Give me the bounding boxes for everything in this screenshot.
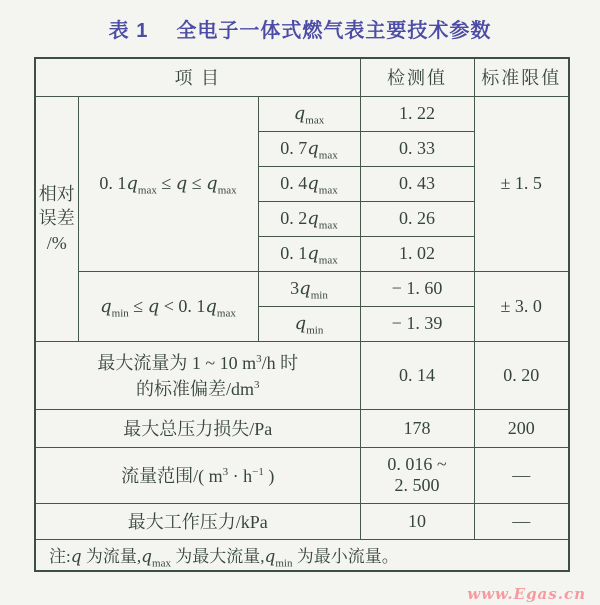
table-row [35, 341, 569, 409]
measured-value-cell: 0. 14 [360, 341, 474, 409]
measured-value-cell: 0. 43 [360, 166, 474, 201]
limit-cell: 200 [474, 409, 569, 447]
table-number: 表 1 [108, 20, 149, 42]
table-row [35, 96, 569, 131]
parameters-table [34, 57, 570, 572]
table-row [35, 503, 569, 539]
measured-value-cell: 1. 02 [360, 236, 474, 271]
table-row [35, 447, 569, 503]
measured-value-cell: 10 [360, 503, 474, 539]
measured-value-cell: 1. 22 [360, 96, 474, 131]
item-cell: 最大总压力损失/Pa [35, 409, 360, 447]
header-measured: 检测值 [360, 58, 474, 96]
item-cell: 最大工作压力/kPa [35, 503, 360, 539]
limit-cell-group1: ± 1. 5 [474, 96, 569, 271]
limit-cell-group2: ± 3. 0 [474, 271, 569, 341]
flow-point-cell: $q_{min}$ [258, 306, 360, 341]
table-title-text: 全电子一体式燃气表主要技术参数 [176, 20, 492, 42]
item-cell: 最大流量为 1 ~ 10 $m^3/h$ 时 的标准偏差$/dm^3$ [35, 341, 360, 409]
table-header-row [35, 58, 569, 96]
measured-value-cell: 0. 26 [360, 201, 474, 236]
condition-group1: 0. $1q_{max} \le q \le q_{max}$ [78, 96, 258, 271]
table-note-row [35, 539, 569, 571]
measured-value-cell: − 1. 60 [360, 271, 474, 306]
limit-cell: — [474, 503, 569, 539]
flow-point-cell: 0. $2q_{max}$ [258, 201, 360, 236]
table-row [35, 409, 569, 447]
header-limit: 标准限值 [474, 58, 569, 96]
flow-point-cell: 0. $4q_{max}$ [258, 166, 360, 201]
flow-point-cell: 0. $7q_{max}$ [258, 131, 360, 166]
limit-cell: 0. 20 [474, 341, 569, 409]
measured-value-cell: 178 [360, 409, 474, 447]
rel-error-label: 相对 误差 /% [35, 96, 78, 341]
flow-point-cell: 0. $1q_{max}$ [258, 236, 360, 271]
measured-value-cell: 0. 016 ~ 2. 500 [360, 447, 474, 503]
table-row [35, 271, 569, 306]
limit-cell: — [474, 447, 569, 503]
condition-group2: $q_{min} \le q < 0$. $1q_{max}$ [78, 271, 258, 341]
site-watermark: www.Egas.cn [467, 585, 586, 603]
measured-value-cell: 0. 33 [360, 131, 474, 166]
page-title [0, 14, 600, 43]
note-cell: 注:q 为流量$,q_{max}$ 为最大流量$,q_{min}$ 为最小流量。 [35, 539, 569, 571]
item-cell: 流量范围/( $m^3 \cdot h^{-1}$ ) [35, 447, 360, 503]
header-item: 项 目 [35, 58, 360, 96]
flow-point-cell: $3q_{min}$ [258, 271, 360, 306]
measured-value-cell: − 1. 39 [360, 306, 474, 341]
flow-point-cell: $q_{max}$ [258, 96, 360, 131]
